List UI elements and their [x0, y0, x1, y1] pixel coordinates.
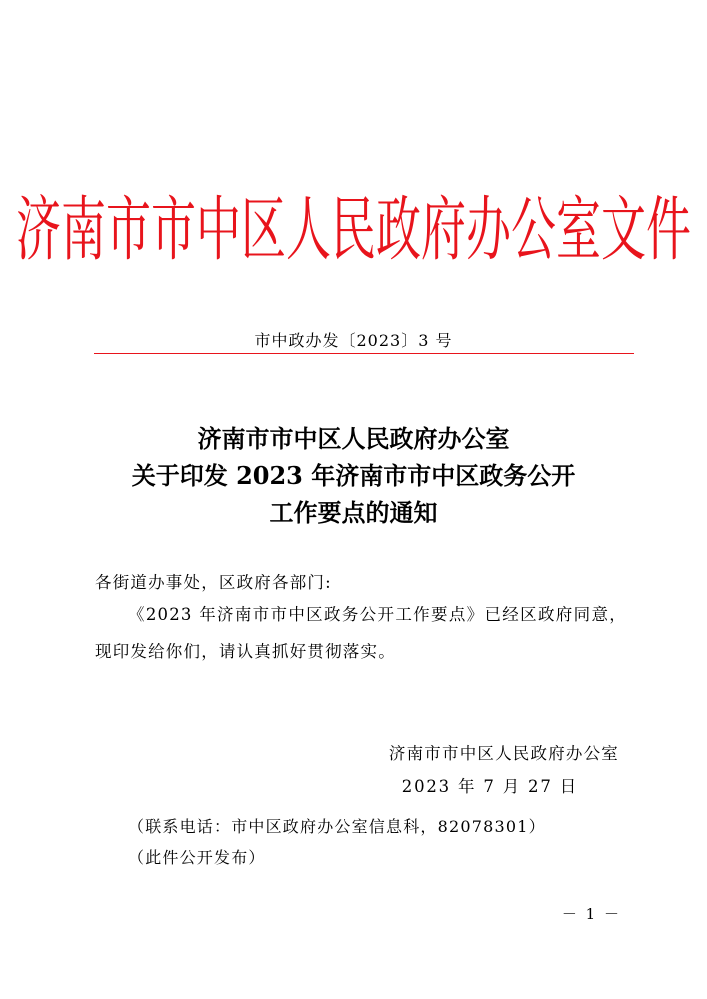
- masthead-title: 济南市市中区人民政府办公室文件: [15, 188, 691, 271]
- red-separator-line: [94, 353, 634, 354]
- body-paragraph: 《2023 年济南市市中区政务公开工作要点》已经区政府同意，现印发给你们，请认真抓好贯彻落实。: [95, 605, 627, 661]
- publicity-note: （此件公开发布）: [128, 848, 266, 867]
- contact-note: （联系电话：市中区政府办公室信息科，82078301）: [128, 817, 546, 836]
- document-number: 市中政办发〔2023〕3 号: [254, 331, 453, 350]
- issue-date: 2023 年 7 月 27 日: [401, 777, 578, 796]
- title-line-3: 工作要点的通知: [269, 498, 438, 527]
- issuer-signature: 济南市市中区人民政府办公室: [388, 744, 619, 763]
- title-line-2: 关于印发 2023 年济南市市中区政务公开: [131, 461, 576, 490]
- page-number: － 1 －: [561, 905, 621, 923]
- title-line-1: 济南市市中区人民政府办公室: [197, 424, 510, 453]
- salutation: 各街道办事处，区政府各部门:: [95, 573, 332, 592]
- document-title: [0, 420, 707, 531]
